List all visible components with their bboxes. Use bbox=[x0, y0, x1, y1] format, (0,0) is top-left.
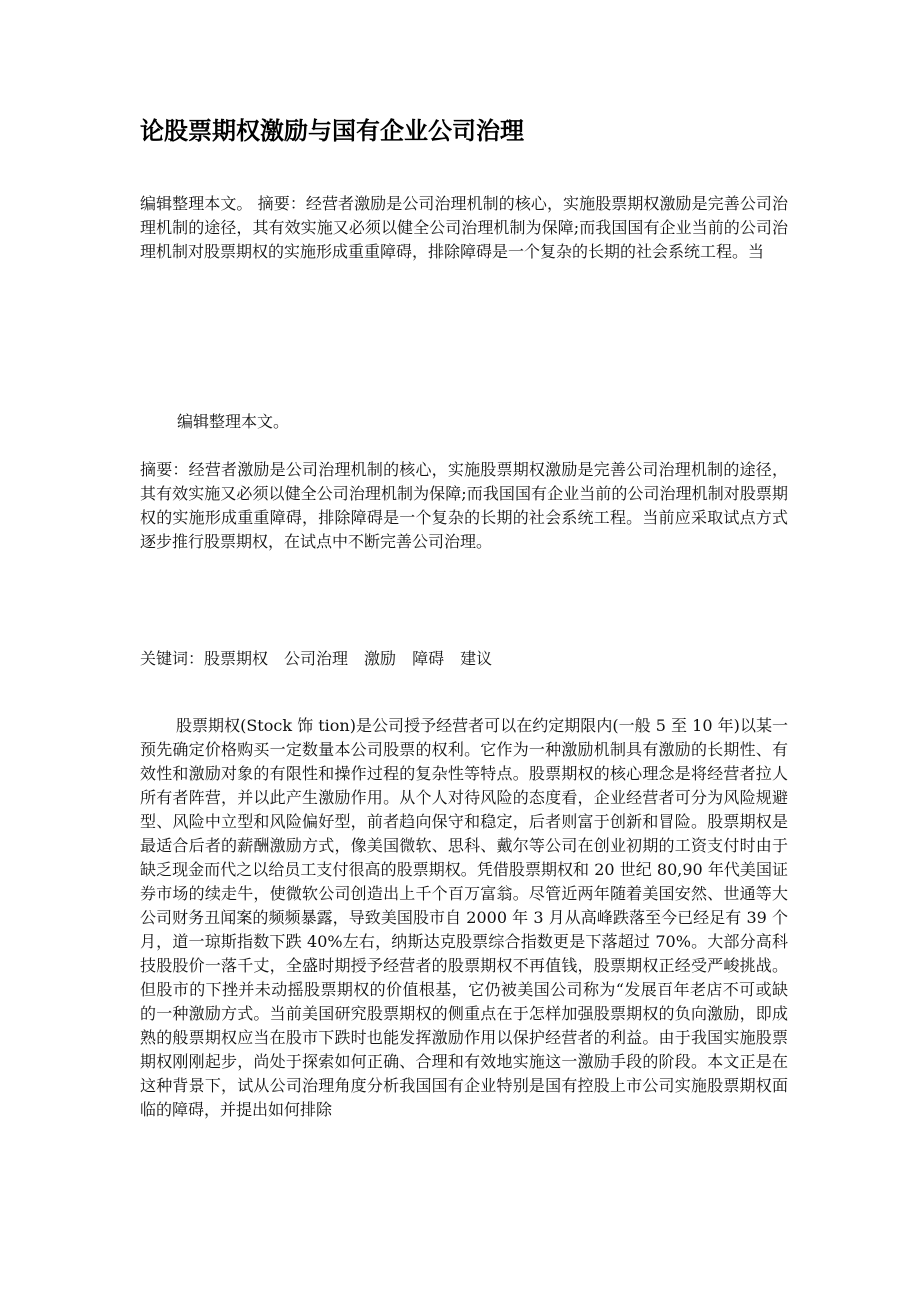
keywords-line bbox=[140, 647, 788, 671]
summary-paragraph: 编辑整理本文。 摘要：经营者激励是公司治理机制的核心，实施股票期权激励是完善公司治理机制的途径，其有效实施又必须以健全公司治理机制为保障;而我国国有企业当前的公司治理机制对股票期权的实施形成重重障碍，排除障碍是一个复杂的长期的社会系统工程。当 bbox=[140, 194, 788, 261]
keyword-item: 建议 bbox=[460, 649, 493, 668]
keyword-item: 障碍 bbox=[412, 649, 445, 668]
keywords-label: 关键词： bbox=[140, 649, 205, 668]
document-title: 论股票期权激励与国有企业公司治理 bbox=[140, 117, 524, 145]
keyword-item: 公司治理 bbox=[284, 649, 349, 668]
editor-note: 编辑整理本文。 bbox=[177, 412, 290, 431]
abstract-paragraph: 摘要：经营者激励是公司治理机制的核心，实施股票期权激励是完善公司治理机制的途径，其有效实施又必须以健全公司治理机制为保障;而我国国有企业当前的公司治理机制对股票期权的实施形成重重障碍，排除障碍是一个复杂的长期的社会系统工程。当前应采取试点方式逐步推行股票期权，在试点中不断完善公司治理。 bbox=[140, 460, 788, 551]
keyword-item: 股票期权 bbox=[204, 649, 269, 668]
keyword-item: 激励 bbox=[364, 649, 397, 668]
body-paragraph: 股票期权(Stock 饰 tion)是公司授予经营者可以在约定期限内(一般 5 至 10 年)以某一预先确定价格购买一定数量本公司股票的权利。它作为一种激励机制具有激励的长期性、有效性和激励对象的有限性和操作过程的复杂性等特点。股票期权的核心理念是将经营者拉人所有者阵营，并以此产生激励作用。从个人对待风险的态度看，企业经营者可分为风险规避型、风险中立型和风险偏好型，前者趋向保守和稳定，后者则富于创新和冒险。股票期权是最适合后者的薪酬激励方式，像美国微软、思科、戴尔等公司在创业初期的工资支付时由于缺乏现金而代之以给员工支付很高的股票期权。凭借股票期权和 20 世纪 80,90 年代美国证券市场的续走牛，使微软公司创造出上千个百万富翁。尽管近两年随着美国安然、世通等大公司财务丑闻案的频频暴露，导致美国股市自 2000 年 3 月从高峰跌落至今已经足有 39 个月，道一琼斯指数下跌 40%左右，纳斯达克股票综合指数更是下落超过 70%。大部分高科技股股价一落千丈，全盛时期授予经营者的股票期权不再值钱，股票期权正经受严峻挑战。但股市的下挫并未动摇股票期权的价值根基，它仍被美国公司称为“发展百年老店不可或缺的一种激励方式。当前美国研究股票期权的侧重点在于怎样加强股票期权的负向激励，即成熟的般票期权应当在股市下跌时也能发挥激励作用以保护经营者的利益。由于我国实施股票期权刚刚起步，尚处于探索如何正确、合理和有效地实施这一激励手段的阶段。本文正是在这种背景下，试从公司治理角度分析我国国有企业特别是国有控股上市公司实施股票期权面临的障碍，并提出如何排除 bbox=[140, 716, 788, 1119]
